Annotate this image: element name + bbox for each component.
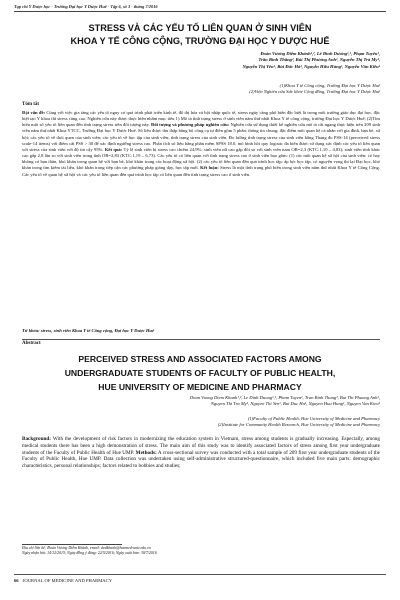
objective-text: Cùng với việc gia tăng các yếu tố nguy cơ quá trình phát triển kinh tế, đô thị hóa và hội nhập quốc tế, stress ngày càng phổ biến đặc biệt là trong môi trường giáo dục đại học, đặc biệt tạo Y khoa thì stress càng cao. Nghiên cứu này được thực hiện nhằm mục tiêu 1) Mô tả tình trạng stress ở sinh viên năm thứ nhất Khoa Y tế công cộng, trường Đại học Y Dược Huế; (2)Tìm hiểu một số yếu tố liên quan đến tình trạng stress trên đối tượng này. <box>22 110 381 128</box>
title-en-line-3: HUE UNIVERSITY OF MEDICINE AND PHARMACY <box>98 382 302 392</box>
background-text: With the development of risk factors in modernizing the education system in Vietnam, stress among students is gradually increasing. Especially, among medical students there has been a high demonstration of stress. The main aim of this study was to identify associated factors of stress among first year undergraduate students of the Faculty of Public Health of Hue UMP. <box>22 436 380 456</box>
methods-text: A cross-sectional survey was conducted with a total sample of 209 first year undergraduate students of the Faculty of Public Health, Hue UMP. Data collection was undertaken using self-administrative structured-questionnaire, which included five main parts: demographic characteristics, personal relationships; factors related to hobbies and studies; <box>22 449 380 470</box>
keywords-label: Từ khóa: <box>22 328 40 333</box>
abstract-body-vn <box>22 110 380 178</box>
section-divider <box>22 339 380 340</box>
abstract-vn-paragraph <box>22 110 380 178</box>
authors-vn-line-2: Trần Bình Thắng², Bùi Thị Phương Anh¹, Nguyễn Thị Trà My¹, <box>258 57 380 63</box>
authors-en <box>20 395 380 408</box>
footnote-rule <box>22 544 122 545</box>
affiliation-en-1: (1)Faculty of Public Health, Hue University of Medicine and Pharmacy <box>247 416 380 421</box>
page-number: 66 <box>14 578 19 583</box>
conclusion-label: Kết luận: <box>200 165 219 171</box>
abstract-en-paragraph <box>22 436 380 470</box>
result-label: Kết quả: <box>104 146 123 152</box>
title-vn-line-2: KHOA Y TẾ CÔNG CỘNG, TRƯỜNG ĐẠI HỌC Y DƯỢC HUẾ <box>70 36 330 46</box>
affiliations-en <box>20 416 380 429</box>
footnote-contact: Địa chỉ liên hệ: Đoàn Vương Diễm Khánh, email: dvdkhanh@huemed-univ.edu.vn <box>22 546 151 550</box>
method-label: Đối tượng và phương pháp nghiên cứu: <box>151 122 230 128</box>
objective-label: Đặt vấn đề: <box>22 110 46 115</box>
abstract-body-en <box>22 436 380 470</box>
conclusion-text: Stress là một tình trạng phổ biến trong sinh viên năm thứ nhất Khoa Y tế Công Cộng. Các yếu tố về quan hệ xã hội và các yếu tố liên quan đến quá trình học tập có liên quan đến tình trạng stress cao ở sinh viên. <box>22 165 380 177</box>
header-rule <box>14 11 386 12</box>
footer-rule <box>14 574 386 575</box>
page-footer <box>14 578 112 583</box>
authors-en-line-1: Doan Vuong Diem Khanh¹,², Le Dinh Duong¹,², Pham Tuyen¹, Tran Binh Thang², Bui Thi Phuong Anh¹, <box>189 395 380 400</box>
background-label: Background: <box>22 436 52 442</box>
authors-vn-line-1: Đoàn Vương Diễm Khánh¹,², Lê Đình Dương¹,², Phạm Tuyên¹, <box>260 51 380 56</box>
affiliation-vn-2: (2)Viện Nghiên cứu Sức khỏe Cộng đồng, Trường Đại học Y Dược Huế <box>249 89 380 95</box>
title-en-line-1: PERCEIVED STRESS AND ASSOCIATED FACTORS AMONG <box>78 354 322 364</box>
journal-name: JOURNAL OF MEDICINE AND PHARMACY <box>22 578 113 583</box>
title-vn-line-1: STRESS VÀ CÁC YẾU TỐ LIÊN QUAN Ở SINH VIÊN <box>88 23 312 33</box>
authors-vn-line-3: Nguyễn Thị Yên¹, Bùi Đức Hà¹, Nguyễn Hữu Hùng¹, Nguyễn Văn Kiều¹ <box>242 63 380 69</box>
footnote-dates: Ngày nhận bài: 14/12/2015; Ngày đồng ý đăng: 22/5/2016; Ngày xuất bản: 30/7/2016 <box>22 551 157 556</box>
keywords-vn <box>22 328 380 334</box>
article-title-vn <box>20 22 380 48</box>
affiliations-vn <box>20 83 380 96</box>
authors-vn <box>20 51 380 70</box>
method-text: Nghiên cứu sử dụng thiết kế nghiên cứu mô tả cắt ngang thực hiện trên 209 sinh viên năm thứ nhất Khoa YTCC, Trường Đại học Y Dược Huế. Số liệu được thu thập bằng bộ công cụ tự điền gồm 5 phần: thông tin chung; đặc điểm mối quan hệ cá nhân với gia đình, bạn bè, xã hội; các yếu tố về thói quen của sinh viên; các yếu tố về học tập của sinh viên; tình trạng stress của sinh viên. Đo lường tình trạng stress của sinh viên bằng Thang đo PSS-14 (perceived stress scale-14 items) với điểm cắt PSS > 30 để xác định ngưỡng stress cao. Phân tích số liệu bằng phần mềm SPSS 18.0, mô hình hồi quy logistic đa biến được sử dụng xác định các yếu tố liên quan với stress của sinh viên với độ tin cậy 95%. <box>22 122 380 152</box>
correspondence-footnote <box>22 546 260 557</box>
affiliation-en-2: (2)Institute for Community Health Research, Hue University of Medicine and Pharmacy <box>217 422 380 428</box>
abstract-heading-en: Abstract <box>22 341 41 346</box>
affiliation-vn-1: (1)Khoa Y tế Công cộng, Trường Đại học Y Dược Huế <box>279 83 380 88</box>
article-title-en <box>20 352 380 394</box>
methods-label: Methods: <box>135 449 157 456</box>
keywords-text: stress, sinh viên Khoa Y tế Công cộng, Đại học Y Dược Huế <box>39 328 155 333</box>
authors-en-line-2: Nguyen Thi Tra My¹, Nguyen Thi Yen¹, Bui Duc Ha¹, Nguyen Huu Hung¹, Nguyen Van Kieu¹ <box>210 401 380 407</box>
running-head: Tạp chí Y Dược học - Trường Đại học Y Dược Huế - Tập 6, số 3 - tháng 7/2016 <box>14 4 158 9</box>
title-en-line-2: UNDERGRADUATE STUDENTS OF FACULTY OF PUBLIC HEALTH, <box>64 368 336 378</box>
abstract-heading-vn: Tóm tắt <box>22 102 40 107</box>
result-text: Tỷ lệ sinh viên bị stress cao chiếm 24,9%; sinh viên nữ cao gấp đôi so với sinh viên nam OR=2,3 (KTC:1,10 – 4,83); sinh viên tính khác cao gấp 2,8 lần so với sinh viên trong tỉnh OR=2,83 (KTC:1,19 – 6,73). Các yếu tố có liên quan với tình trạng stress cao ở sinh viên bao gồm: (1) các mối quan hệ xã hội của sinh viên: có hay không có bạn thân, khó khăn trong quan hệ với bạn bè, khó khăn trong các hoạt động xã hội. (2) các yếu tố liên quan đến quá trình học tập: áp lực học tập, có nguyện vọng thi lại Đại học, khó khăn trong tìm kiếm tài liệu, khó khăn trong tiếp cận các phương pháp giảng dạy, học tập mới. <box>22 146 380 171</box>
